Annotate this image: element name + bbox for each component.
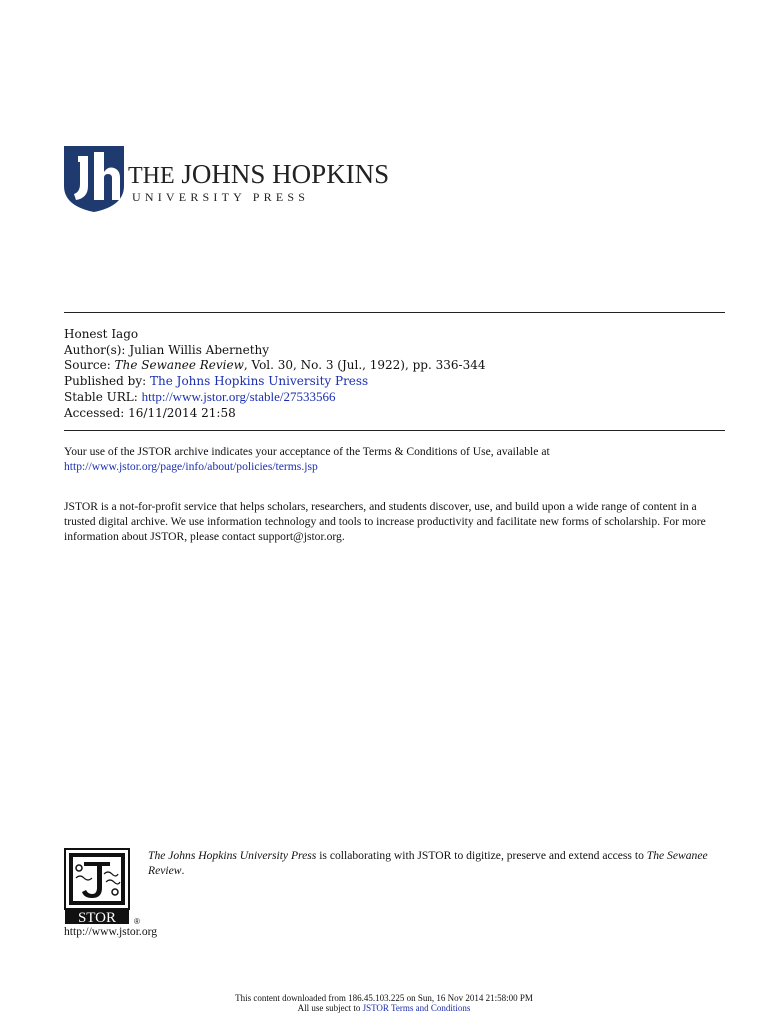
- bottom-divider: [64, 430, 725, 431]
- article-accessed: Accessed: 16/11/2014 21:58: [64, 405, 236, 420]
- terms-link[interactable]: http://www.jstor.org/page/info/about/policies/terms.jsp: [64, 460, 318, 473]
- stable-url-link[interactable]: http://www.jstor.org/stable/27533566: [141, 389, 336, 404]
- jstor-logo-label: STOR: [77, 910, 117, 926]
- publisher-logo-title: [128, 160, 389, 190]
- article-authors: Author(s): Julian Willis Abernethy: [64, 342, 270, 357]
- logo-title-main: JOHNS HOPKINS: [181, 159, 390, 189]
- footer-terms-line: All use subject to JSTOR Terms and Conditions: [297, 1003, 471, 1013]
- about-jstor-paragraph: JSTOR is a not-for-profit service that helps scholars, researchers, and students discover, use, and build upon a wide range of content in a trusted digital archive. We use information technology and tools to increase productivity and facilitate new forms of scholarship. For more information about JSTOR, please contact support@jstor.org.: [64, 500, 706, 543]
- collaboration-statement: The Johns Hopkins University Press is collaborating with JSTOR to digitize, preserve and extend access to The Sewanee Review.: [148, 849, 708, 877]
- article-title: Honest Iago: [64, 327, 139, 341]
- publisher-logo-subtitle: UNIVERSITY PRESS: [132, 190, 310, 204]
- footer-terms-link[interactable]: JSTOR Terms and Conditions: [362, 1003, 471, 1013]
- logo-title-prefix: THE: [128, 163, 175, 189]
- jhu-shield-icon: [64, 146, 124, 212]
- terms-paragraph: [64, 444, 728, 474]
- article-metadata: [64, 327, 724, 421]
- top-divider: [64, 312, 725, 313]
- article-stable-url: Stable URL: http://www.jstor.org/stable/27533566: [64, 389, 336, 404]
- article-source: Source: The Sewanee Review, Vol. 30, No. 3 (Jul., 1922), pp. 336-344: [64, 358, 486, 372]
- svg-text:®: ®: [134, 917, 140, 926]
- article-publisher: Published by: The Johns Hopkins University Press: [64, 373, 369, 388]
- footer-download-line: This content downloaded from 186.45.103.225 on Sun, 16 Nov 2014 21:58:00 PM: [235, 993, 533, 1003]
- jstor-url: http://www.jstor.org: [64, 925, 158, 938]
- jstor-logo: [64, 848, 146, 926]
- publisher-logo: [64, 146, 390, 212]
- terms-text: Your use of the JSTOR archive indicates your acceptance of the Terms & Conditions of Use, available at: [64, 445, 550, 458]
- publisher-link[interactable]: The Johns Hopkins University Press: [149, 373, 369, 388]
